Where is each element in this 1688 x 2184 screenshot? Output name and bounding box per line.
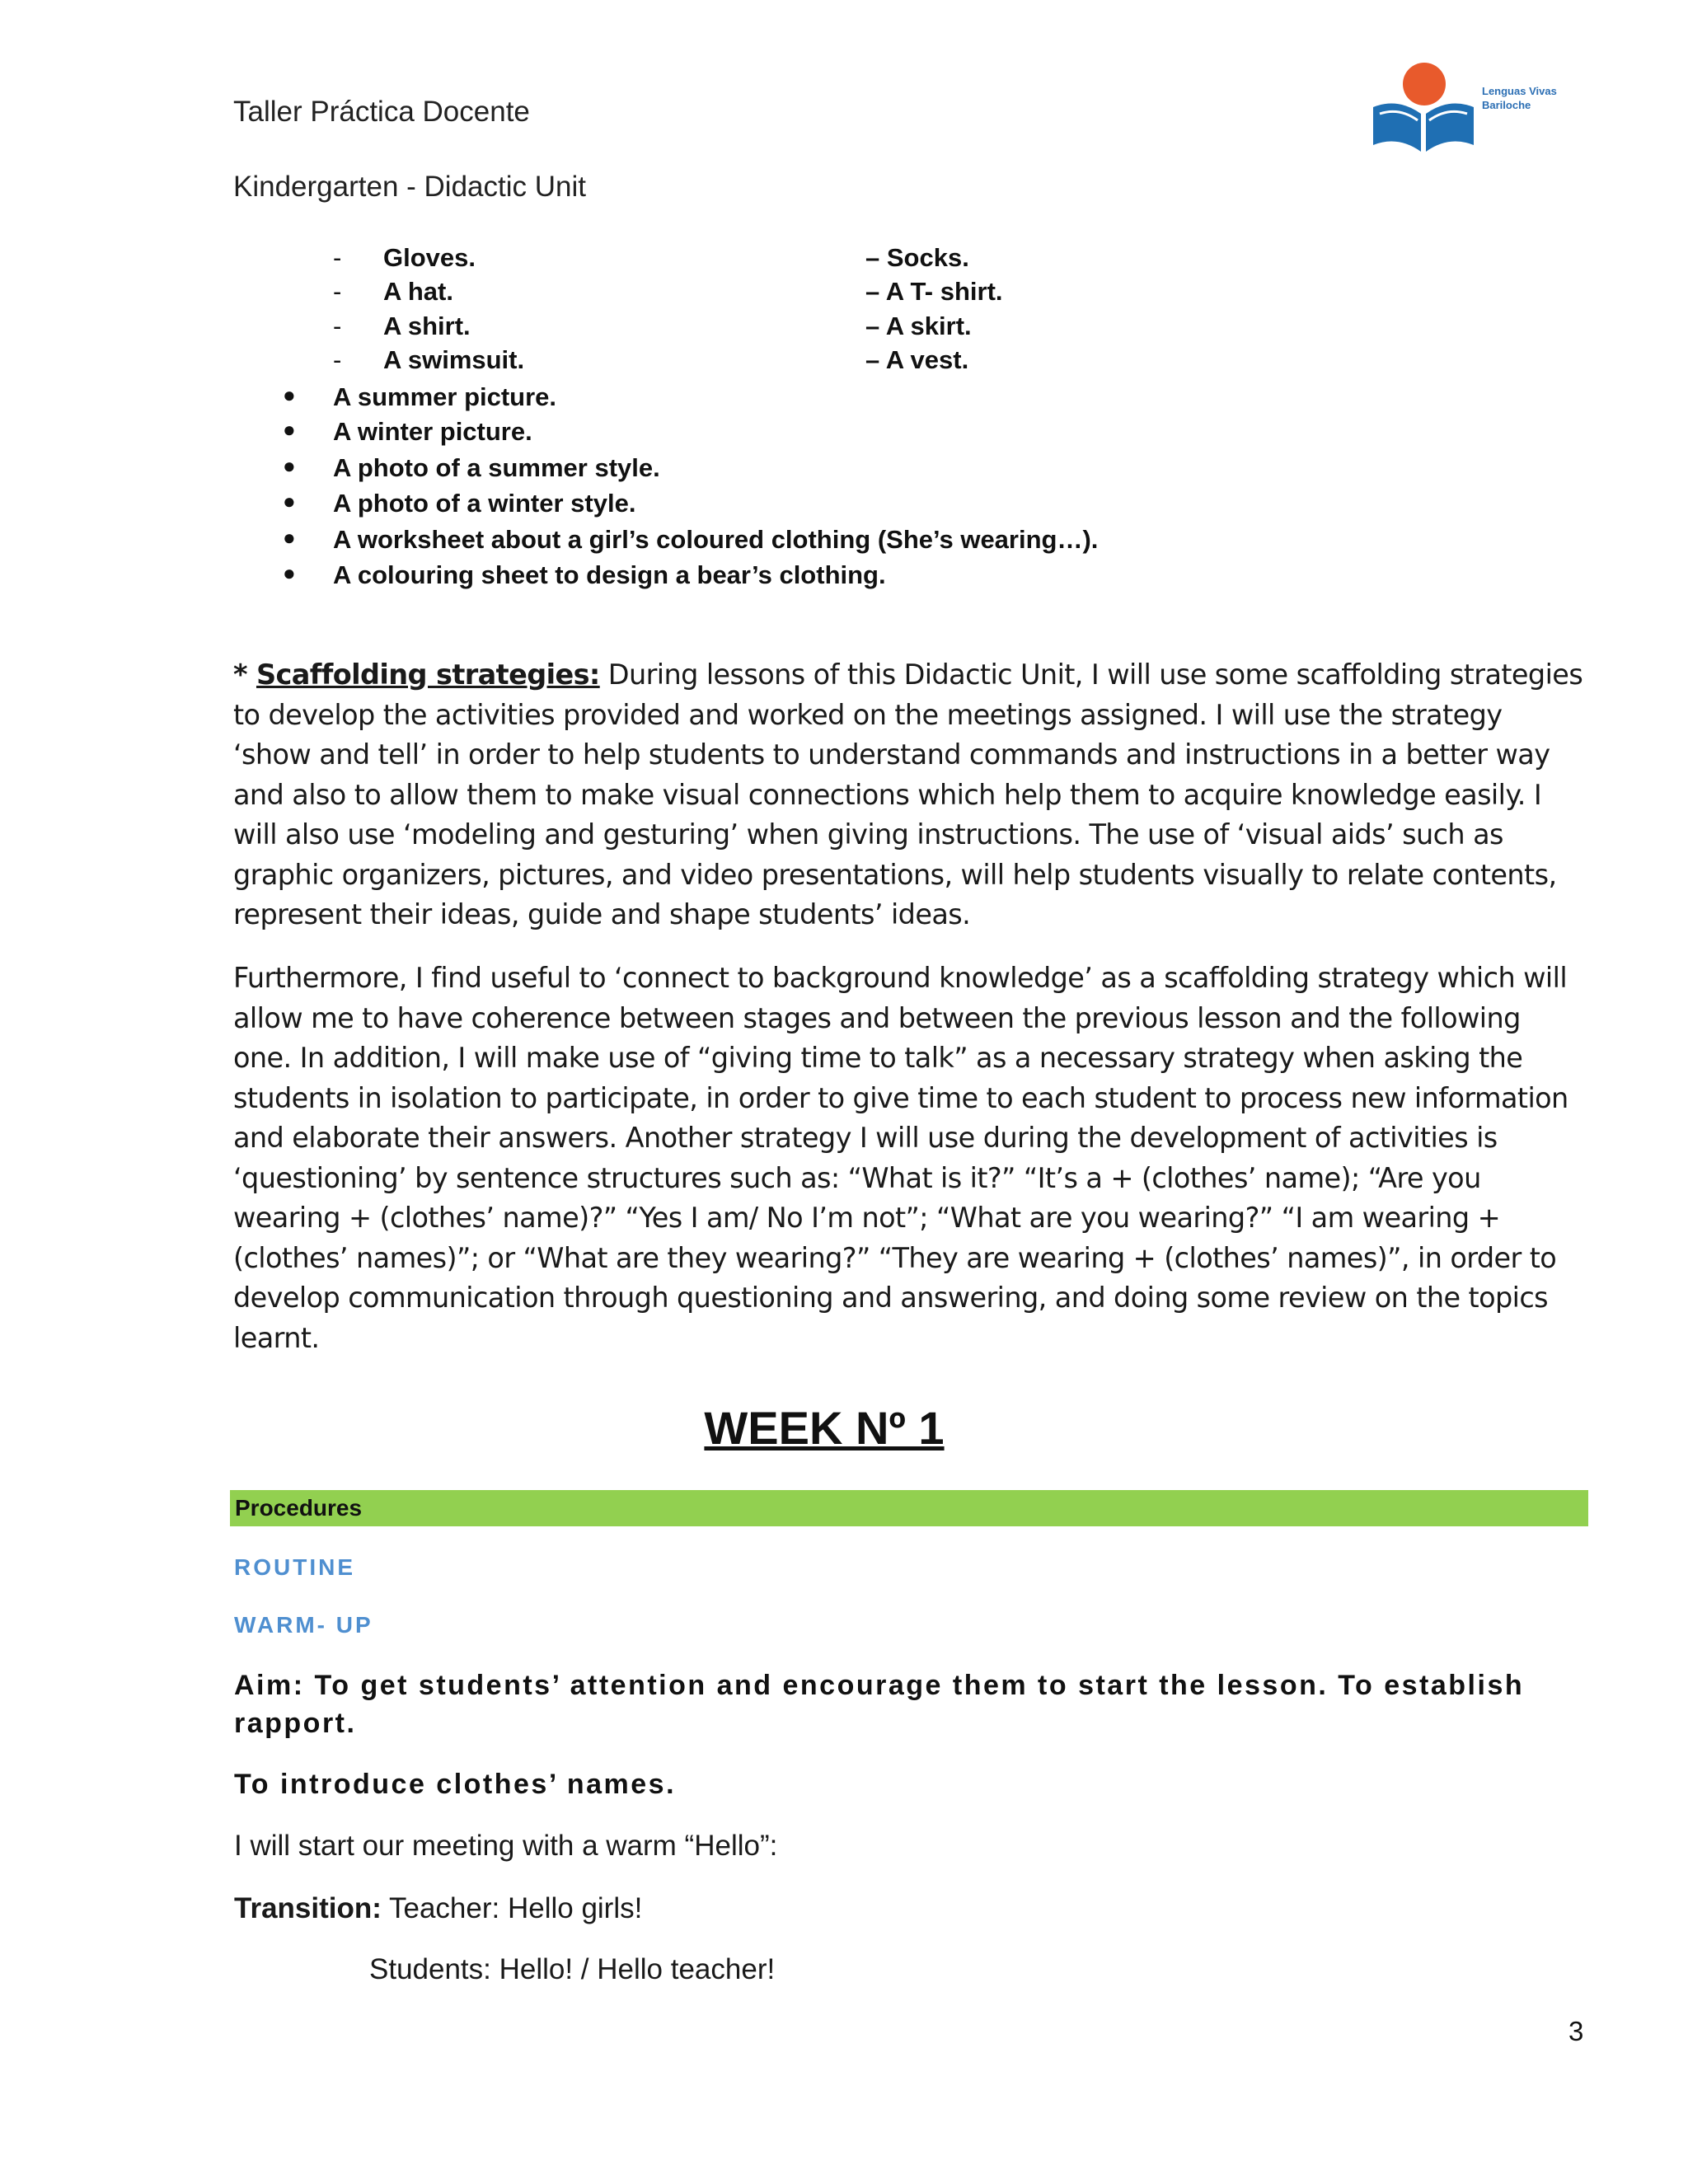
hello-line: I will start our meeting with a warm “Hello”: bbox=[234, 1830, 778, 1862]
dash-mark: - bbox=[333, 277, 342, 306]
list-item bbox=[0, 345, 1688, 378]
logo-text-line1: Lenguas Vivas bbox=[1482, 85, 1557, 97]
transition-text: Teacher: Hello girls! bbox=[381, 1892, 643, 1924]
list-item-right: – Socks. bbox=[865, 243, 969, 272]
warm-up-heading: WARM- UP bbox=[234, 1612, 373, 1638]
list-item bbox=[0, 312, 1688, 344]
aim-text: Aim: To get students’ attention and encourage them to start the lesson. To establish rapport. bbox=[234, 1670, 1525, 1739]
list-item-left: A shirt. bbox=[383, 312, 471, 340]
list-item-left: A swimsuit. bbox=[383, 345, 525, 374]
strategies-paragraph: Furthermore, I find useful to ‘connect to background knowledge’ as a scaffolding strategy which will allow me to have coherence between stages and between the previous lesson and the following one. In addition, I will make use of “giving time to talk” as a necessary strategy when asking the students in isolation to participate, in order to give time to each student to process new information and elaborate their answers. Another strategy I will use during the development of activities is ‘questioning’ by sentence structures such as: “What is it?” “It’s a + (clothes’ name); “Are you wearing + (clothes’ name)?” “Yes I am/ No I’m not”; “What are you wearing?” “I am wearing + (clothes’ names)”; or “What are they wearing?” “They are wearing + (clothes’ names)”, in order to develop communication through questioning and answering, and doing some review on the topics learnt. bbox=[233, 962, 1568, 1354]
list-item bbox=[0, 417, 1688, 452]
list-item-left: Gloves. bbox=[383, 243, 476, 272]
bullet-icon: ● bbox=[283, 382, 296, 407]
bullet-text: A worksheet about a girl’s coloured clothing (She’s wearing…). bbox=[333, 525, 1099, 554]
list-item-right: – A T- shirt. bbox=[865, 277, 1003, 306]
header-title: Taller Práctica Docente bbox=[233, 96, 530, 128]
bullet-icon: ● bbox=[283, 417, 296, 442]
list-item bbox=[0, 453, 1688, 488]
week-title: WEEK Nº 1 bbox=[704, 1402, 945, 1454]
bullet-text: A photo of a winter style. bbox=[333, 489, 636, 518]
institution-logo bbox=[1368, 59, 1574, 158]
procedures-bar bbox=[230, 1490, 1588, 1526]
logo-book-icon bbox=[1368, 59, 1475, 158]
list-item bbox=[0, 277, 1688, 310]
list-item bbox=[0, 489, 1688, 523]
scaffolding-paragraph bbox=[233, 655, 1585, 935]
dash-mark: - bbox=[333, 243, 342, 272]
list-item bbox=[0, 525, 1688, 560]
list-item bbox=[0, 243, 1688, 276]
scaffolding-prefix: * bbox=[233, 658, 256, 691]
students-line: Students: Hello! / Hello teacher! bbox=[369, 1953, 776, 1985]
list-item bbox=[0, 382, 1688, 417]
list-item-right: – A vest. bbox=[865, 345, 969, 374]
dash-mark: - bbox=[333, 345, 342, 374]
bullet-icon: ● bbox=[283, 453, 296, 478]
bullet-icon: ● bbox=[283, 525, 296, 550]
procedures-label: Procedures bbox=[235, 1495, 363, 1521]
header-subtitle: Kindergarten - Didactic Unit bbox=[233, 171, 586, 203]
transition-line bbox=[234, 1892, 642, 1925]
transition-label: Transition: bbox=[234, 1892, 382, 1924]
list-item-right: – A skirt. bbox=[865, 312, 972, 340]
bullet-text: A winter picture. bbox=[333, 417, 532, 446]
bullet-text: A summer picture. bbox=[333, 382, 557, 411]
bullet-icon: ● bbox=[283, 489, 296, 513]
logo-text bbox=[1482, 84, 1573, 112]
routine-heading: ROUTINE bbox=[234, 1554, 355, 1580]
list-item bbox=[0, 560, 1688, 595]
bullet-icon: ● bbox=[283, 560, 296, 585]
aim-secondary-text: To introduce clothes’ names. bbox=[234, 1769, 677, 1800]
scaffolding-text: During lessons of this Didactic Unit, I will use some scaffolding strategies to develop the activities provided and worked on the meetings assigned. I will use the strategy ‘show and tell’ in order to help students to understand commands and instructions in a better way and also to allow them to make visual connections which help them to acquire knowledge easily. I will also use ‘modeling and gesturing’ when giving instructions. The use of ‘visual aids’ such as graphic organizers, pictures, and video presentations, will help students visually to relate contents, represent their ideas, guide and shape students’ ideas. bbox=[233, 658, 1583, 930]
bullet-text: A photo of a summer style. bbox=[333, 453, 660, 482]
scaffolding-heading: Scaffolding strategies: bbox=[256, 658, 600, 691]
list-item-left: A hat. bbox=[383, 277, 453, 306]
dash-mark: - bbox=[333, 312, 342, 340]
page-number: 3 bbox=[1568, 2016, 1584, 2046]
logo-text-line2: Bariloche bbox=[1482, 99, 1531, 111]
bullet-text: A colouring sheet to design a bear’s clothing. bbox=[333, 560, 886, 589]
